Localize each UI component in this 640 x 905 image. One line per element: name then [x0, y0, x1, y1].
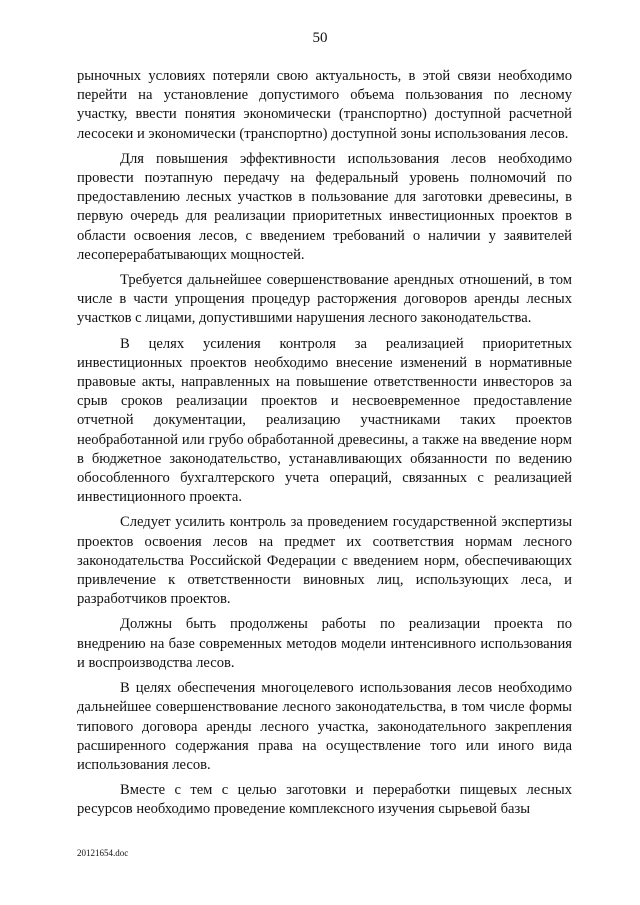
- paragraph-4: В целях усиления контроля за реализацией приоритетных инвестиционных проектов необходимо внесение изменений в нормативные правовые акты, направленных на повышение ответственности инвесторов за срыв сроков реализации проектов и несвоевременное предоставление отчетной документации, реализацию участниками таких проектов необработанной или грубо обработанной древесины, а также на введение норм в бюджетное законодательство, устанавливающих обязанности по ведению обособленного бухгалтерского учета операций, связанных с реализацией инвестиционного проекта.: [77, 335, 572, 506]
- paragraph-3: Требуется дальнейшее совершенствование арендных отношений, в том числе в части упрощения процедур расторжения договоров аренды лесных участков с лицами, допустившими нарушения лесного законодательства.: [77, 272, 572, 327]
- document-body: [77, 67, 572, 826]
- paragraph-6: Должны быть продолжены работы по реализации проекта по внедрению на базе современных методов модели интенсивного использования и воспроизводства лесов.: [77, 616, 572, 671]
- paragraph-1: рыночных условиях потеряли свою актуальность, в этой связи необходимо перейти на установление допустимого объема пользования по лесному участку, ввести понятия экономически (транспортно) доступной расчетной лесосеки и экономически (транспортно) доступной зоны использования лесов.: [77, 68, 572, 142]
- paragraph-2: Для повышения эффективности использования лесов необходимо провести поэтапную передачу на федеральный уровень полномочий по предоставлению лесных участков в пользование для заготовки древесины, в первую очередь для реализации приоритетных инвестиционных проектов в области освоения лесов, с введением требований о наличии у заявителей лесоперерабатывающих мощностей.: [77, 150, 572, 263]
- paragraph-8: Вместе с тем с целью заготовки и переработки пищевых лесных ресурсов необходимо проведение комплексного изучения сырьевой базы: [77, 782, 572, 818]
- paragraph-5: Следует усилить контроль за проведением государственной экспертизы проектов освоения лесов на предмет их соответствия нормам лесного законодательства Российской Федерации с введением норм, обеспечивающих привлечение к ответственности виновных лиц, использующих леса, и разработчиков проектов.: [77, 514, 572, 608]
- footer-filename: 20121654.doc: [77, 848, 129, 858]
- paragraph-7: В целях обеспечения многоцелевого использования лесов необходимо дальнейшее совершенствование лесного законодательства, в том числе формы типового договора аренды лесного участка, законодательного закрепления расширенного содержания права на осуществление того или иного вида использования лесов.: [77, 680, 572, 773]
- page-number: 50: [312, 30, 328, 46]
